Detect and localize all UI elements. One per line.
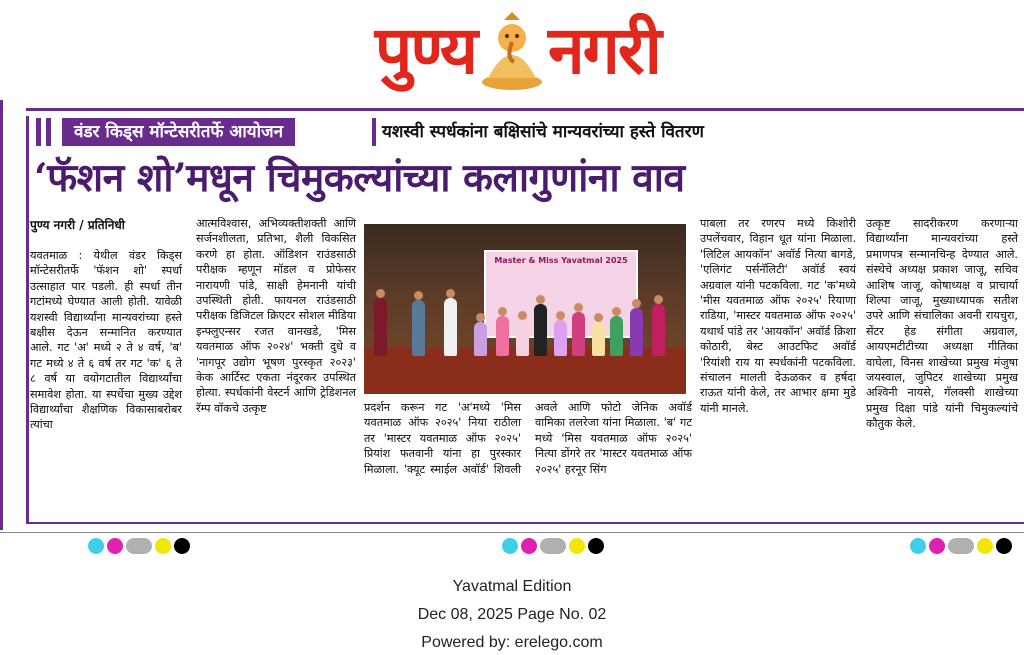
photo-person-head	[536, 295, 545, 304]
article-column-1	[30, 248, 182, 433]
photo-person-head	[594, 313, 603, 322]
article-kicker: वंडर किड्स मॉन्टेसरीतर्फे आयोजन	[62, 118, 295, 146]
photo-person	[592, 322, 605, 356]
photo-person	[630, 308, 643, 356]
photo-person-head	[476, 313, 485, 322]
photo-person-head	[376, 289, 385, 298]
article-column-3	[364, 400, 692, 477]
photo-person-head	[556, 311, 565, 320]
article-column-5	[866, 216, 1018, 432]
column-4-text: पाबला तर रणरप मध्ये किशोरी उपलेंचवार, विहान धूत यांना मिळाला. 'लिटिल आयकॉन' अवॉर्ड नित्या बागडे, 'एलिगंट पर्सनॅलिटी' अवॉर्ड स्वयं अग्रवाल यांनी पटकविला. गट 'क'मध्ये 'मीस यवतमाळ ऑफ २०२५' रियाणा राडिया, 'मास्टर यवतमाळ ऑफ २०२५' यथार्थ पांडे तर 'आयकॉन' अवॉर्ड क्रिशा कोठारी, बेस्ट आउटफिट अवॉर्ड 'रियांशी राय या स्पर्धकांनी पटकविला. संचालन मालती देऊळकर व हर्षदा राऊत यांनी केले, तर आभार क्षमा मुडे यांनी मानले.	[700, 217, 856, 415]
masthead	[0, 6, 1024, 98]
photo-person-head	[498, 307, 507, 316]
photo-person	[652, 304, 665, 356]
column-2-text: आत्मविश्वास, अभिव्यक्तीशक्ती आणि सर्जनशीलता, प्रतिभा, शैली विकसित करणे हा होता. ऑडिशन राउंडसाठी परीक्षक म्हणून मॉडल व प्रोफेसर नारायणी पांडे, साक्षी हेमनानी यांची उपस्थिती होती. फायनल राउंडसाठी परीक्षक डिजिटल क्रिएटर सोशल मीडिया इन्फ्लुएन्सर रजत वानखडे, 'मिस यवतमाळ ऑफ २०२४' भक्ती दुधे व 'नागपूर उद्योग भूषण पुरस्कृत २०२३' केक आर्टिस्ट एकता नंदूरकर उपस्थित होत्या. स्पर्धकांनी वेस्टर्न आणि ट्रेडिशनल रॅम्प वॉकचे उत्कृष्ट	[196, 217, 356, 415]
backdrop-text: Master & Miss Yavatmal 2025	[494, 256, 628, 265]
column-5-text: उत्कृष्ट सादरीकरण करणाऱ्या विद्यार्थ्यांना मान्यवरांच्या हस्ते प्रमाणपत्र सन्मानचिन्ह देण्यात आले. संस्थेचे अध्यक्ष प्रकाश जाजू, सचिव आशिष जाजू, कोषाध्यक्ष व प्राचार्या शिल्पा जाजू, मुख्याध्यापक सतीश उपरे आणि संचालिका अवनी रायचुरा, सेंटर हेड संगीता अग्रवाल, आयएमटीटीच्या अध्यक्षा गीतिका वाघेला, विनस शाखेच्या प्रमुख मंजुषा जयस्वाल, जुपिटर शाखेच्या प्रमुख अश्विनी नायसे, गॅलक्सी शाखेच्या प्रमुख दिक्षा पांडे यांनी चिमुकल्यांचे कौतुक केले.	[866, 217, 1018, 431]
bottom-rule	[0, 532, 1024, 533]
photo-person	[534, 304, 547, 356]
photo-person	[572, 312, 585, 356]
top-rule	[26, 108, 1024, 111]
photo-person-head	[414, 291, 423, 300]
article-headline: ‘फॅशन शो’मधून चिमुकल्यांच्या कलागुणांना वाव	[34, 155, 685, 201]
ganesha-icon	[478, 12, 546, 92]
masthead-title-left: पुण्य	[374, 12, 476, 89]
registration-marks-left	[88, 538, 193, 554]
photo-person	[444, 298, 457, 356]
kicker-bars	[36, 118, 56, 150]
column-3-text: प्रदर्शन करून गट 'अ'मध्ये 'मिस यवतमाळ ऑफ २०२५' निया राठीला तर 'मास्टर यवतमाळ ऑफ २०२५' प्रियांश फतवानी यांना हा पुरस्कार मिळाला. 'क्यूट स्माईल अवॉर्ड' शिवली अवले आणि फोटो जेनिक अवॉर्ड वामिका तलरेजा यांना मिळाला. 'ब' गट मध्ये 'मिस यवतमाळ ऑफ २०२५' नित्या डोंगरे तर 'मास्टर यवतमाळ ऑफ २०२५' हरनूर सिंग	[364, 401, 692, 476]
photo-person	[474, 322, 487, 356]
footer-powered-by: Powered by: erelego.com	[421, 634, 603, 651]
photo-person	[516, 320, 529, 356]
article-column-4	[700, 216, 856, 416]
article-byline: पुण्य नगरी / प्रतिनिधी	[30, 218, 125, 232]
photo-person	[496, 316, 509, 356]
registration-marks-center	[502, 538, 607, 554]
photo-person	[610, 316, 623, 356]
photo-person-head	[446, 289, 455, 298]
photo-person-head	[632, 299, 641, 308]
photo-person-head	[612, 307, 621, 316]
footer-date-page: Dec 08, 2025 Page No. 02	[417, 606, 607, 623]
photo-person-head	[574, 303, 583, 312]
photo-person	[374, 298, 387, 356]
registration-marks-right	[910, 538, 1015, 554]
footer-edition: Yavatmal Edition	[452, 578, 572, 595]
event-photo	[364, 224, 686, 394]
photo-person	[412, 300, 425, 356]
photo-person-head	[654, 295, 663, 304]
column-1-text: यवतमाळ : येथील वंडर किड्स मॉन्टेसरीतर्फे 'फॅशन शो' स्पर्धा उत्साहात पार पडली. ही स्पर्धा तीन गटांमध्ये घेण्यात आली होती. यावेळी यशस्वी विद्यार्थ्यांना मान्यवरांच्या हस्ते बक्षीस देऊन सन्मानित करण्यात आले. गट 'अ' मध्ये २ ते ४ वर्ष, 'ब' गट मध्ये ४ ते ६ वर्ष तर गट 'क' ६ ते ८ वर्ष या वयोगटातील विद्यार्थ्यांचा समावेश होता. या स्पर्धेचा मुख्य उद्देश विद्यार्थ्यांचा शैक्षणिक विकासाबरोबर त्यांचा	[30, 249, 182, 432]
article-subhead: यशस्वी स्पर्धकांना बक्षिसांचे मान्यवरांच्या हस्ते वितरण	[372, 118, 704, 146]
masthead-title-right: नगरी	[548, 12, 660, 89]
article-column-2	[196, 216, 356, 416]
photo-person-head	[518, 311, 527, 320]
left-border	[0, 100, 3, 530]
photo-person	[554, 320, 567, 356]
